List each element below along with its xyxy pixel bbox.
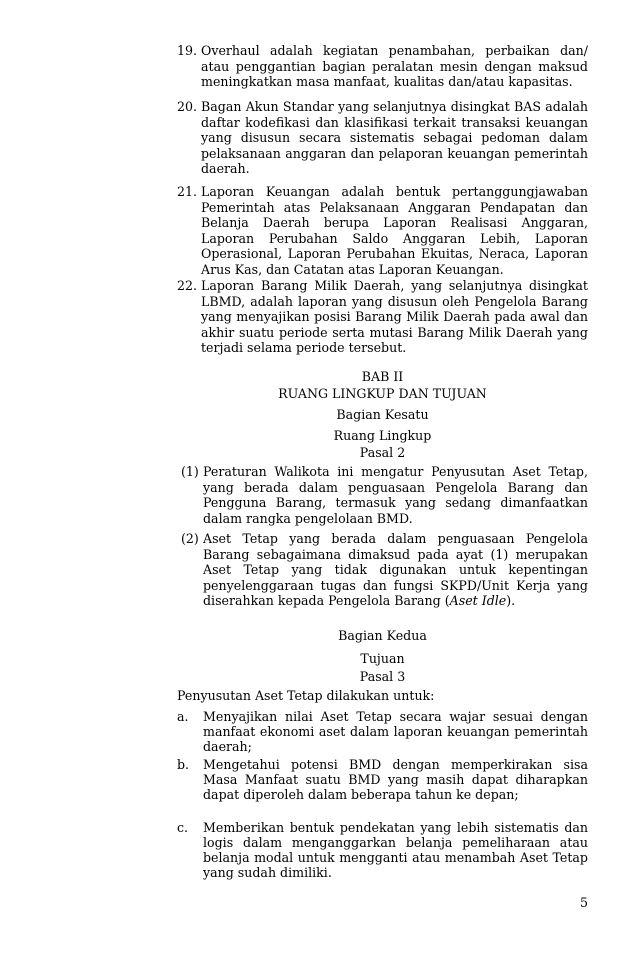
list-item (177, 820, 588, 880)
section-title: Bagian Kedua (338, 628, 427, 643)
list-letter: a. (177, 709, 189, 724)
chapter-subtitle: RUANG LINGKUP DAN TUJUAN (278, 386, 487, 401)
section-subtitle: Ruang Lingkup (333, 428, 432, 443)
article-paragraph (181, 531, 588, 609)
section-subtitle: Tujuan (360, 651, 405, 666)
page-number: 5 (579, 895, 588, 910)
item-text: Bagan Akun Standar yang selanjutnya disingkat BAS adalah daftar kodefikasi dan klasifikasi terkait transaksi keuangan yang disusun secara sistematis sebagai pedoman dalam pelaksanaan anggaran dan pelaporan keuangan pemerintah daerah. (201, 99, 588, 177)
list-item (177, 709, 588, 754)
item-number: 19. (177, 43, 198, 58)
item-number: 20. (177, 99, 198, 114)
list-item (177, 757, 588, 802)
item-text: Laporan Barang Milik Daerah, yang selanjutnya disingkat LBMD, adalah laporan yang disusun oleh Pengelola Barang yang menyajikan posisi Barang Milik Daerah pada awal dan akhir suatu periode serta mutasi Barang Milik Daerah yang terjadi selama periode tersebut. (201, 278, 588, 356)
definition-item (177, 43, 588, 90)
article-title: Pasal 3 (359, 669, 406, 684)
paragraph-text: Peraturan Walikota ini mengatur Penyusutan Aset Tetap, yang berada dalam penguasaan Pengelola Barang dan Pengguna Barang, termasuk yang sedang dimanfaatkan dalam rangka pengelolaan BMD. (203, 464, 588, 526)
definition-item (177, 99, 588, 177)
list-letter: b. (177, 757, 190, 772)
item-number: 21. (177, 184, 198, 199)
definition-item (177, 184, 588, 278)
item-text: Overhaul adalah kegiatan penambahan, perbaikan dan/ atau penggantian bagian peralatan mesin dengan maksud meningkatkan masa manfaat, kualitas dan/atau kapasitas. (201, 43, 588, 90)
article-paragraph (181, 464, 588, 526)
list-text: Menyajikan nilai Aset Tetap secara wajar sesuai dengan manfaat ekonomi aset dalam laporan keuangan pemerintah daerah; (203, 709, 588, 754)
italic-term: Aset Idle (449, 593, 507, 609)
article-intro: Penyusutan Aset Tetap dilakukan untuk: (177, 688, 435, 703)
paragraph-text: Aset Tetap yang berada dalam penguasaan Pengelola Barang sebagaimana dimaksud pada ayat (1) merupakan Aset Tetap yang tidak digunakan untuk kepentingan penyelenggaraan tugas dan fungsi SKPD/Unit Kerja yang diserahkan kepada Pengelola Barang (Aset Idle). (203, 531, 588, 609)
item-number: 22. (177, 278, 198, 293)
list-text: Mengetahui potensi BMD dengan memperkirakan sisa Masa Manfaat suatu BMD yang masih dapat diharapkan dapat diperoleh dalam beberapa tahun ke depan; (203, 757, 588, 802)
paragraph-number: (2) (181, 531, 199, 546)
list-text: Memberikan bentuk pendekatan yang lebih sistematis dan logis dalam menganggarkan belanja pemeliharaan atau belanja modal untuk mengganti atau menambah Aset Tetap yang sudah dimiliki. (203, 820, 588, 880)
article-title: Pasal 2 (359, 445, 406, 460)
chapter-title: BAB II (361, 369, 404, 384)
item-text: Laporan Keuangan adalah bentuk pertanggungjawaban Pemerintah atas Pelaksanaan Anggaran Pendapatan dan Belanja Daerah berupa Laporan Realisasi Anggaran, Laporan Perubahan Saldo Anggaran Lebih, Laporan Operasional, Laporan Perubahan Ekuitas, Neraca, Laporan Arus Kas, dan Catatan atas Laporan Keuangan. (201, 184, 588, 277)
section-title: Bagian Kesatu (336, 407, 429, 422)
paragraph-number: (1) (181, 464, 199, 479)
definition-item (177, 278, 588, 356)
list-letter: c. (177, 820, 189, 835)
